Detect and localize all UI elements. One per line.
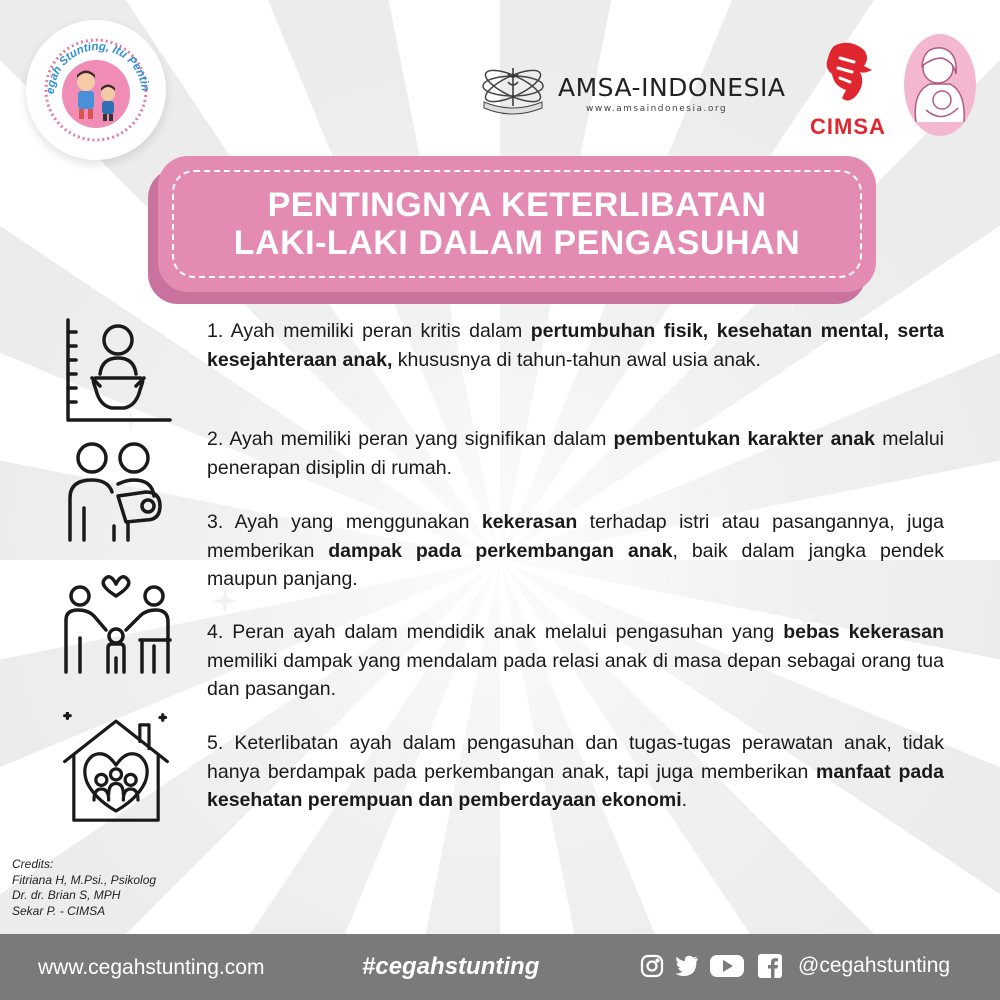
body-text: 4. Peran ayah dalam mendidik anak melalui pengasuhan yang xyxy=(207,621,784,643)
body-text: 2. Ayah memiliki peran yang signifikan dalam xyxy=(207,428,614,450)
cimsa-hand-icon xyxy=(820,40,876,110)
youtube-icon[interactable] xyxy=(710,954,744,983)
footer-website-link[interactable]: www.cegahstunting.com xyxy=(38,956,265,979)
body-text: khususnya di tahun-tahun awal usia anak. xyxy=(392,348,761,371)
footer-social-handle[interactable]: @cegahstunting xyxy=(798,954,951,977)
body-text: 1. Ayah memiliki peran kritis dalam xyxy=(207,320,531,342)
credit-line: Sekar P. - CIMSA xyxy=(12,903,106,918)
body-text: , baik dalam jangka pendek maupun panjang. xyxy=(207,539,944,590)
cimsa-text: CIMSA xyxy=(810,114,886,139)
twitter-icon[interactable] xyxy=(674,954,700,983)
list-item-4 xyxy=(207,618,944,704)
facebook-icon[interactable] xyxy=(758,954,782,983)
emphasis-text: manfaat pada kesehatan perempuan dan pemberdayaan ekonomi xyxy=(207,760,944,811)
family-home-icon xyxy=(56,712,176,822)
body-text: melalui penerapan disiplin di rumah. xyxy=(207,428,944,479)
body-text: memiliki dampak yang mendalam pada relasi anak di masa depan sebagai orang tua dan pasangan. xyxy=(207,649,944,700)
sparkle-decoration xyxy=(250,82,280,112)
body-text: . xyxy=(681,789,688,811)
cimsa-logo xyxy=(800,40,896,140)
credit-line: Dr. dr. Brian S, MPH xyxy=(12,888,121,902)
credit-line: Fitriana H, M.Psi., Psikolog xyxy=(12,872,157,887)
emphasis-text: pembentukan karakter anak xyxy=(613,428,876,450)
body-text: 5. Keterlibatan ayah dalam pengasuhan dan tugas-tugas perawatan anak, tidak hanya berdampak pada perkembangan anak, tapi juga memberikan xyxy=(207,732,944,783)
emphasis-text: bebas kekerasan xyxy=(783,621,944,643)
campaign-logo-text: egah Stunting, Itu Pentin xyxy=(44,40,151,95)
footer-hashtag: #cegahstunting xyxy=(362,953,540,980)
amsa-name: AMSA-INDONESIA xyxy=(558,73,786,102)
list-item-5 xyxy=(207,729,944,815)
title-banner xyxy=(148,156,876,304)
footer-bar xyxy=(0,934,1000,1000)
mother-baby-logo xyxy=(902,32,978,138)
list-item-3 xyxy=(207,508,944,594)
body-text: terhadap istri atau pasangannya, juga memberikan xyxy=(207,511,944,562)
page-title xyxy=(158,186,876,262)
parents-guidance-icon xyxy=(56,436,176,546)
emphasis-text: pertumbuhan fisik, kesehatan mental, serta kesejahteraan anak, xyxy=(207,320,944,371)
amsa-emblem-icon xyxy=(478,64,548,120)
credits xyxy=(12,857,212,919)
emphasis-text: dampak pada perkembangan anak xyxy=(328,539,673,562)
amsa-url: www.amsaindonesia.org xyxy=(586,104,728,114)
instagram-icon[interactable] xyxy=(640,954,664,983)
title-line-1: PENTINGNYA KETERLIBATAN xyxy=(267,186,767,224)
amsa-logo xyxy=(478,64,788,122)
list-item-1 xyxy=(207,317,944,374)
credits-label: Credits: xyxy=(12,857,54,871)
campaign-logo xyxy=(26,20,166,160)
family-heart-icon xyxy=(56,568,176,678)
emphasis-text: kekerasan xyxy=(481,511,578,533)
child-growth-icon xyxy=(56,316,176,426)
body-text: 3. Ayah yang menggunakan xyxy=(207,511,482,533)
list-item-2 xyxy=(207,425,944,482)
title-line-2: LAKI-LAKI DALAM PENGASUHAN xyxy=(233,224,801,262)
